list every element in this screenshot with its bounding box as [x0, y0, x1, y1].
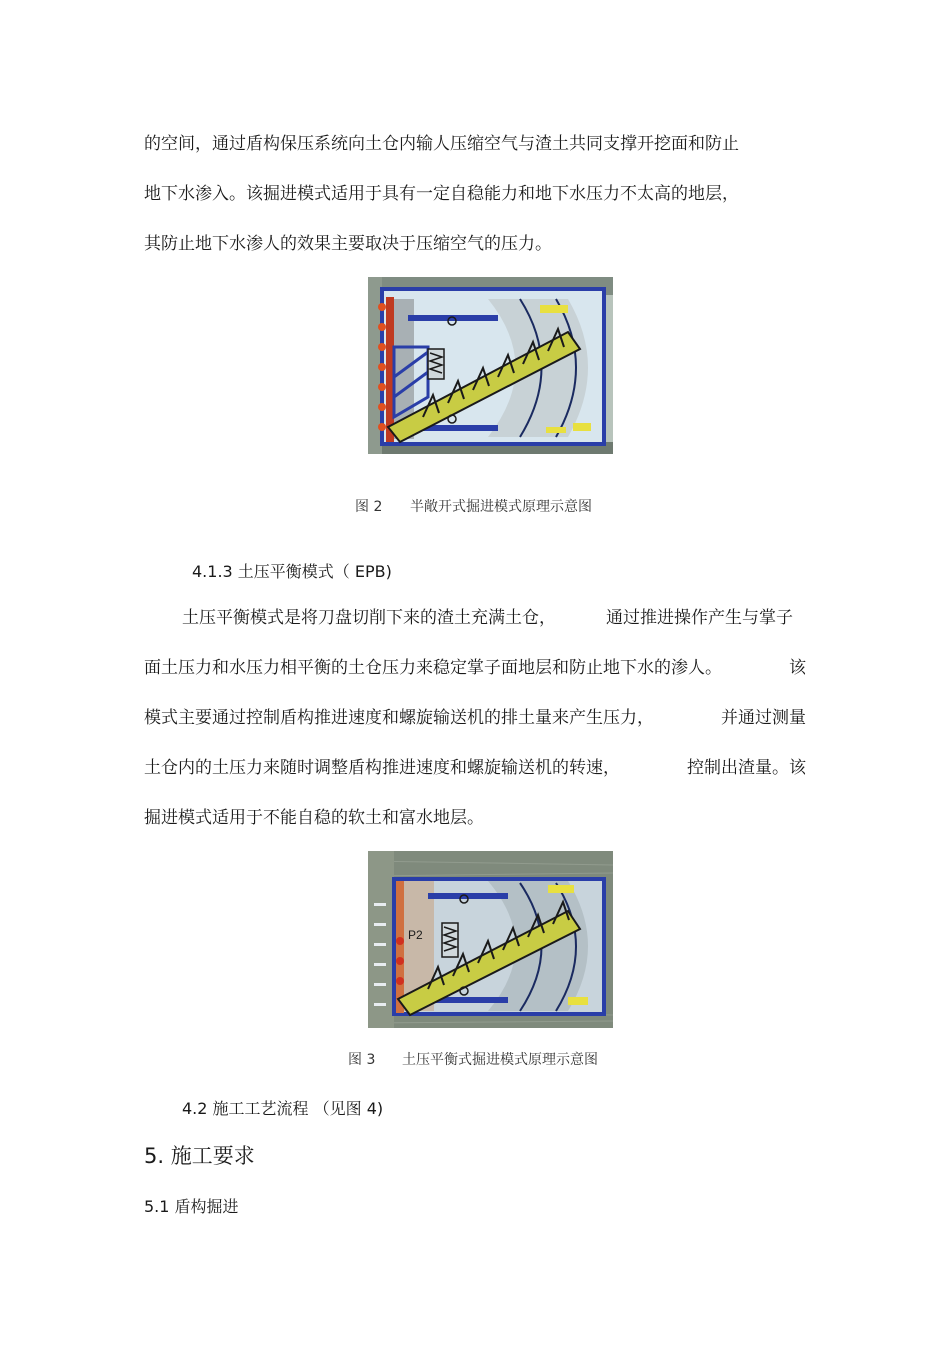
paragraph-segment: 并通过测量	[721, 708, 806, 728]
figure-3-caption-number: 图 3	[348, 1052, 376, 1068]
paragraph-line: 的空间，通过盾构保压系统向土仓内输人压缩空气与渣土共同支撑开挖面和防止	[144, 134, 739, 154]
paragraph-line	[182, 608, 793, 628]
paragraph-segment: 面土压力和水压力相平衡的土仓压力来稳定掌子面地层和防止地下水的渗人。	[144, 658, 722, 678]
figure-3-label-p2: P2	[408, 928, 423, 942]
paragraph-segment: 该	[789, 658, 806, 678]
paragraph-line	[144, 708, 806, 728]
figure-3-image	[368, 851, 613, 1028]
paragraph-segment: 通过推进操作产生与掌子	[606, 608, 793, 628]
section-5-1-heading: 5.1 盾构掘进	[144, 1197, 239, 1216]
paragraph-line	[144, 758, 806, 778]
paragraph-segment: 控制出渣量。该	[687, 758, 806, 778]
paragraph-line: 其防止地下水渗人的效果主要取决于压缩空气的压力。	[144, 234, 552, 254]
figure-3-caption-text: 土压平衡式掘进模式原理示意图	[402, 1052, 598, 1068]
paragraph-segment: 土仓内的土压力来随时调整盾构推进速度和螺旋输送机的转速，	[144, 758, 620, 778]
paragraph-line: 掘进模式适用于不能自稳的软土和富水地层。	[144, 808, 484, 828]
paragraph-segment: 土压平衡模式是将刀盘切削下来的渣土充满土仓，	[182, 608, 556, 628]
paragraph-line: 地下水渗入。该掘进模式适用于具有一定自稳能力和地下水压力不太高的地层，	[144, 184, 739, 204]
section-5-heading: 5. 施工要求	[144, 1144, 255, 1168]
paragraph-line	[144, 658, 806, 678]
paragraph-segment: 模式主要通过控制盾构推进速度和螺旋输送机的排土量来产生压力，	[144, 708, 654, 728]
figure-2-caption-number: 图 2	[355, 499, 383, 515]
figure-2-caption-text: 半敞开式掘进模式原理示意图	[410, 499, 592, 515]
section-4-1-3-heading: 4.1.3 土压平衡模式（ EPB)	[192, 562, 392, 581]
section-4-2-heading: 4.2 施工工艺流程 （见图 4)	[182, 1099, 384, 1118]
figure-2-image	[368, 277, 613, 454]
